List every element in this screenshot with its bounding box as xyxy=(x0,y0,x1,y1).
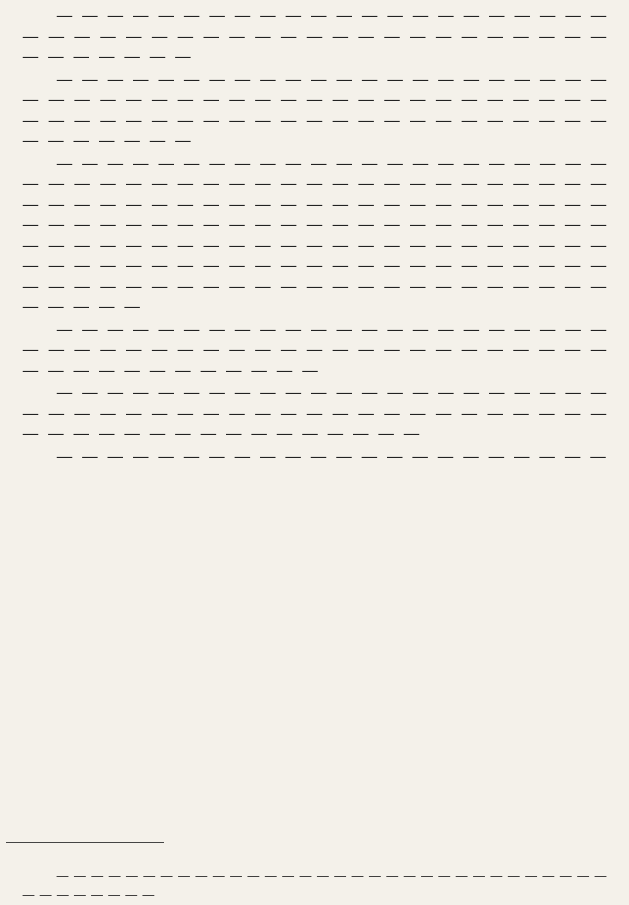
paragraph-4: — — — — — — — — — — — — — — — — — — — — — — — — — — — — — — — — — — — — — — — — — — — — — — — — — — — — — — — — — xyxy=(22,319,607,381)
paragraph-6: — — — — — — — — — — — — — — — — — — — — — — xyxy=(56,446,607,467)
paragraph-2: — — — — — — — — — — — — — — — — — — — — — — — — — — — — — — — — — — — — — — — — — — — — — — — — — — — — — — — — — — — — — — — — — — — — — — — — — — — xyxy=(22,69,607,151)
paragraph-3: — — — — — — — — — — — — — — — — — — — — — — — — — — — — — — — — — — — — — — — — — — — — — — — — — — — — — — — — — — — — — — — — — — — — — — — — — — — — — — — — — — — — — — — — — — — — — — — — — — — — — — — — — — — — — — — — — — — — — — — — — — — — — — — — — — — — — — — — — — — — — — — — — — — — — — — — — — — — — — — — — — — — — xyxy=(22,153,607,317)
paragraph-5: — — — — — — — — — — — — — — — — — — — — — — — — — — — — — — — — — — — — — — — — — — — — — — — — — — — — — — — — — — — — — xyxy=(22,383,607,444)
footnote-divider xyxy=(6,842,164,843)
footnote: — — — — — — — — — — — — — — — — — — — — — — — — — — — — — — — — — — — — — — — — xyxy=(22,869,607,903)
paragraph-1: — — — — — — — — — — — — — — — — — — — — — — — — — — — — — — — — — — — — — — — — — — — — — — — — — — — — xyxy=(22,6,607,67)
main-text xyxy=(22,6,607,469)
